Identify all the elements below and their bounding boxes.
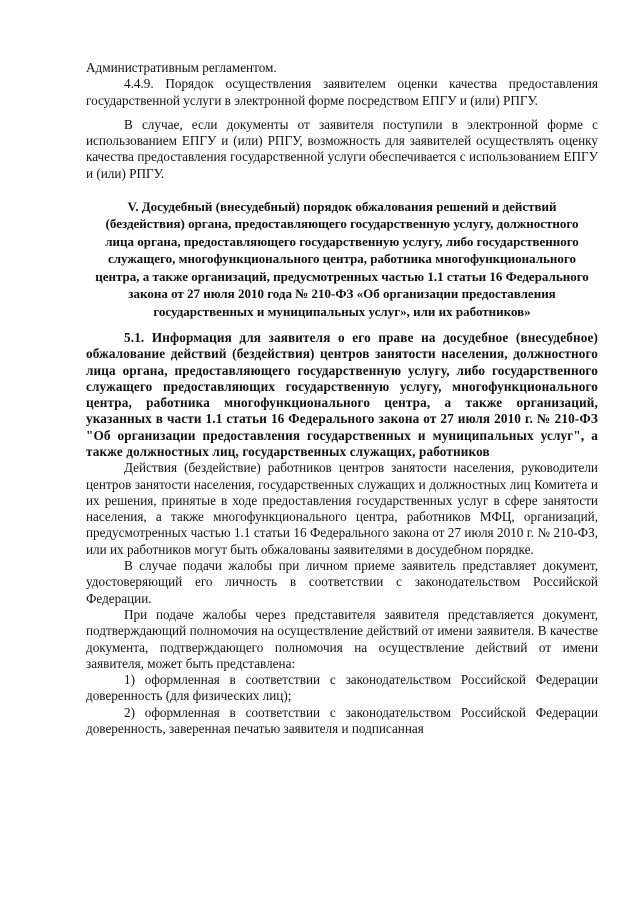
- section-v-heading: V. Досудебный (внесудебный) порядок обжалования решений и действий (бездействия) органа, предоставляющего государственную услугу, должностного лица органа, предоставляющего государственную услугу, либо государственного служащего, многофункционального центра, работника многофункционального центра, а также организаций, предусмотренных частью 1.1 статьи 16 Федерального закона от 27 июля 2010 года № 210-ФЗ «Об организации предоставления государственных и муниципальных услуг», или их работников»: [95, 199, 589, 319]
- spacer: [86, 109, 598, 117]
- document-page: [86, 60, 598, 737]
- paragraph-actions-appeal: Действия (бездействие) работников центров занятости населения, руководители центров занятости населения, государственных служащих и должностных лиц Комитета и их решения, принятые в ходе предоставления государственных услуг в сфере занятости населения, а также многофункционального центра, работников МФЦ, организаций, предусмотренных частью 1.1 статьи 16 Федерального закона от 27 июля 2010 г. № 210-ФЗ, или их работников могут быть обжалованы заявителями в досудебном порядке.: [86, 460, 598, 557]
- list-item-2: 2) оформленная в соответствии с законодательством Российской Федерации доверенность, заверенная печатью заявителя и подписанная: [86, 704, 598, 737]
- list-item-1: 1) оформленная в соответствии с законодательством Российской Федерации доверенность (для физических лиц);: [86, 672, 598, 704]
- paragraph-5-1: 5.1. Информация для заявителя о его праве на досудебное (внесудебное) обжалование действий (бездействия) центров занятости населения, должностного лица органа, предоставляющего государственную услугу, либо государственного служащего предоставляющих государственную услугу, многофункционального центра, работника многофункционального центра, а также организаций, указанных в части 1.1 статьи 16 Федерального закона от 27 июля 2010 г. № 210-ФЗ "Об организации предоставления государственных и муниципальных услуг", а также должностных лиц, государственных служащих, работников: [86, 329, 598, 459]
- paragraph-representative: При подаче жалобы через представителя заявителя представляется документ, подтверждающий полномочия на осуществление действий от имени заявителя. В качестве документа, подтверждающего полномочия на осуществление действий от имени заявителя, может быть представлена:: [86, 606, 598, 671]
- paragraph-reglament-end: Административным регламентом.: [86, 60, 277, 75]
- paragraph-electronic-assessment: В случае, если документы от заявителя поступили в электронной форме с использованием ЕПГУ и (или) РПГУ, возможность для заявителей осуществлять оценку качества предоставления государственной услуги обеспечивается с использованием ЕПГУ и (или) РПГУ.: [86, 116, 598, 181]
- paragraph-4-4-9: 4.4.9. Порядок осуществления заявителем оценки качества предоставления государственной услуги в электронной форме посредством ЕПГУ и (или) РПГУ.: [86, 76, 598, 108]
- paragraph-personal-reception: В случае подачи жалобы при личном приеме заявитель представляет документ, удостоверяющий его личность в соответствии с законодательством Российской Федерации.: [86, 558, 598, 606]
